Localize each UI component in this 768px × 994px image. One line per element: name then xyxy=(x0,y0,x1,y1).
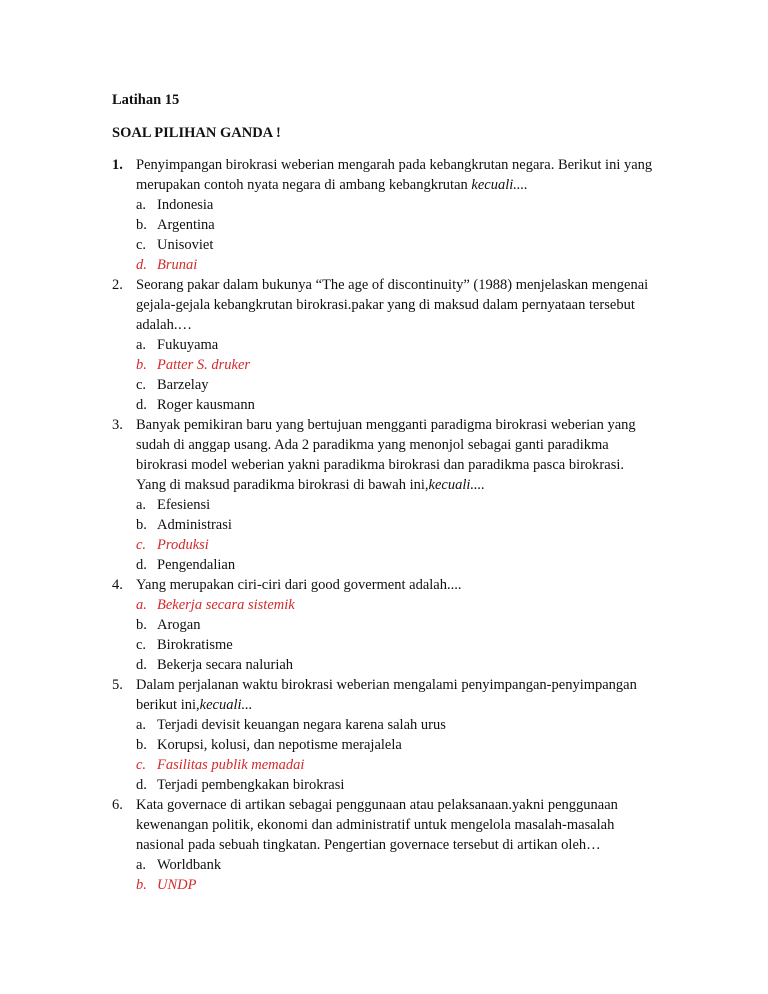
option-text: Barzelay xyxy=(157,377,209,393)
option-text: Patter S. druker xyxy=(157,357,251,373)
question-text: adalah.… xyxy=(136,317,192,333)
option-letter: a. xyxy=(136,197,147,213)
section-title: SOAL PILIHAN GANDA ! xyxy=(112,125,281,141)
question-text: Yang merupakan ciri-ciri dari good goverment adalah.... xyxy=(136,577,462,593)
option-letter: b. xyxy=(136,877,147,893)
question-number: 2. xyxy=(112,277,123,293)
question-text: gejala-gejala kebangkrutan birokrasi.pakar yang di maksud dalam pernyataan tersebut xyxy=(136,297,635,313)
option-letter: b. xyxy=(136,617,147,633)
option-text: Unisoviet xyxy=(157,237,214,253)
option-text: Bekerja secara sistemik xyxy=(157,597,295,613)
option-letter: a. xyxy=(136,497,147,513)
option-text: Fasilitas publik memadai xyxy=(157,757,305,773)
option-letter: a. xyxy=(136,597,147,613)
question-number: 6. xyxy=(112,797,123,813)
question-text: Banyak pemikiran baru yang bertujuan mengganti paradigma birokrasi weberian yang xyxy=(136,417,636,433)
option-text: Terjadi pembengkakan birokrasi xyxy=(157,777,345,793)
question-text: Penyimpangan birokrasi weberian mengarah pada kebangkrutan negara. Berikut ini yang xyxy=(136,157,653,173)
question-number: 3. xyxy=(112,417,123,433)
option-letter: c. xyxy=(136,637,147,653)
option-letter: a. xyxy=(136,337,147,353)
option-text: Produksi xyxy=(157,537,209,553)
option-letter: c. xyxy=(136,757,147,773)
option-text: Pengendalian xyxy=(157,557,236,573)
option-letter: c. xyxy=(136,537,147,553)
question-text: sudah di anggap usang. Ada 2 paradikma yang menonjol sebagai ganti paradikma xyxy=(136,437,609,453)
question-suffix: kecuali.... xyxy=(428,477,485,493)
option-letter: a. xyxy=(136,717,147,733)
option-letter: b. xyxy=(136,217,147,233)
option-text: UNDP xyxy=(157,877,197,893)
question-text: nasional pada sebuah tingkatan. Pengertian governace tersebut di artikan oleh… xyxy=(136,837,601,853)
question-text: Dalam perjalanan waktu birokrasi weberian mengalami penyimpangan-penyimpangan xyxy=(136,677,637,693)
option-letter: b. xyxy=(136,517,147,533)
option-text: Roger kausmann xyxy=(157,397,255,413)
option-text: Korupsi, kolusi, dan nepotisme merajalela xyxy=(157,737,402,753)
option-text: Birokratisme xyxy=(157,637,233,653)
question-number: 5. xyxy=(112,677,123,693)
option-letter: d. xyxy=(136,257,147,273)
option-letter: d. xyxy=(136,557,147,573)
option-letter: c. xyxy=(136,377,147,393)
option-text: Administrasi xyxy=(157,517,232,533)
question-number: 4. xyxy=(112,577,123,593)
question-text: Yang di maksud paradikma birokrasi di bawah ini,kecuali.... xyxy=(136,477,485,493)
question-text: berikut ini,kecuali... xyxy=(136,697,253,713)
option-text: Bekerja secara naluriah xyxy=(157,657,294,673)
page-title: Latihan 15 xyxy=(112,92,180,108)
question-suffix: kecuali.... xyxy=(467,177,528,193)
question-text: Seorang pakar dalam bukunya “The age of discontinuity” (1988) menjelaskan mengenai xyxy=(136,277,649,293)
option-letter: d. xyxy=(136,397,147,413)
option-letter: a. xyxy=(136,857,147,873)
option-text: Efesiensi xyxy=(157,497,211,513)
option-letter: d. xyxy=(136,777,147,793)
question-text: merupakan contoh nyata negara di ambang kebangkrutan kecuali.... xyxy=(136,177,528,193)
question-text: Kata governace di artikan sebagai penggunaan atau pelaksanaan.yakni penggunaan xyxy=(136,797,618,813)
option-letter: b. xyxy=(136,357,147,373)
option-text: Indonesia xyxy=(157,197,214,213)
option-text: Arogan xyxy=(157,617,201,633)
question-number: 1. xyxy=(112,157,123,173)
option-letter: c. xyxy=(136,237,147,253)
option-text: Terjadi devisit keuangan negara karena salah urus xyxy=(157,717,446,733)
option-letter: b. xyxy=(136,737,147,753)
option-letter: d. xyxy=(136,657,147,673)
option-text: Brunai xyxy=(157,257,198,273)
question-text: kewenangan politik, ekonomi dan administratif untuk mengelola masalah-masalah xyxy=(136,817,615,833)
option-text: Worldbank xyxy=(157,857,222,873)
question-suffix: kecuali... xyxy=(199,697,253,713)
question-text: birokrasi model weberian yakni paradikma birokrasi dan paradikma pasca birokrasi. xyxy=(136,457,624,473)
option-text: Fukuyama xyxy=(157,337,219,353)
option-text: Argentina xyxy=(157,217,215,233)
